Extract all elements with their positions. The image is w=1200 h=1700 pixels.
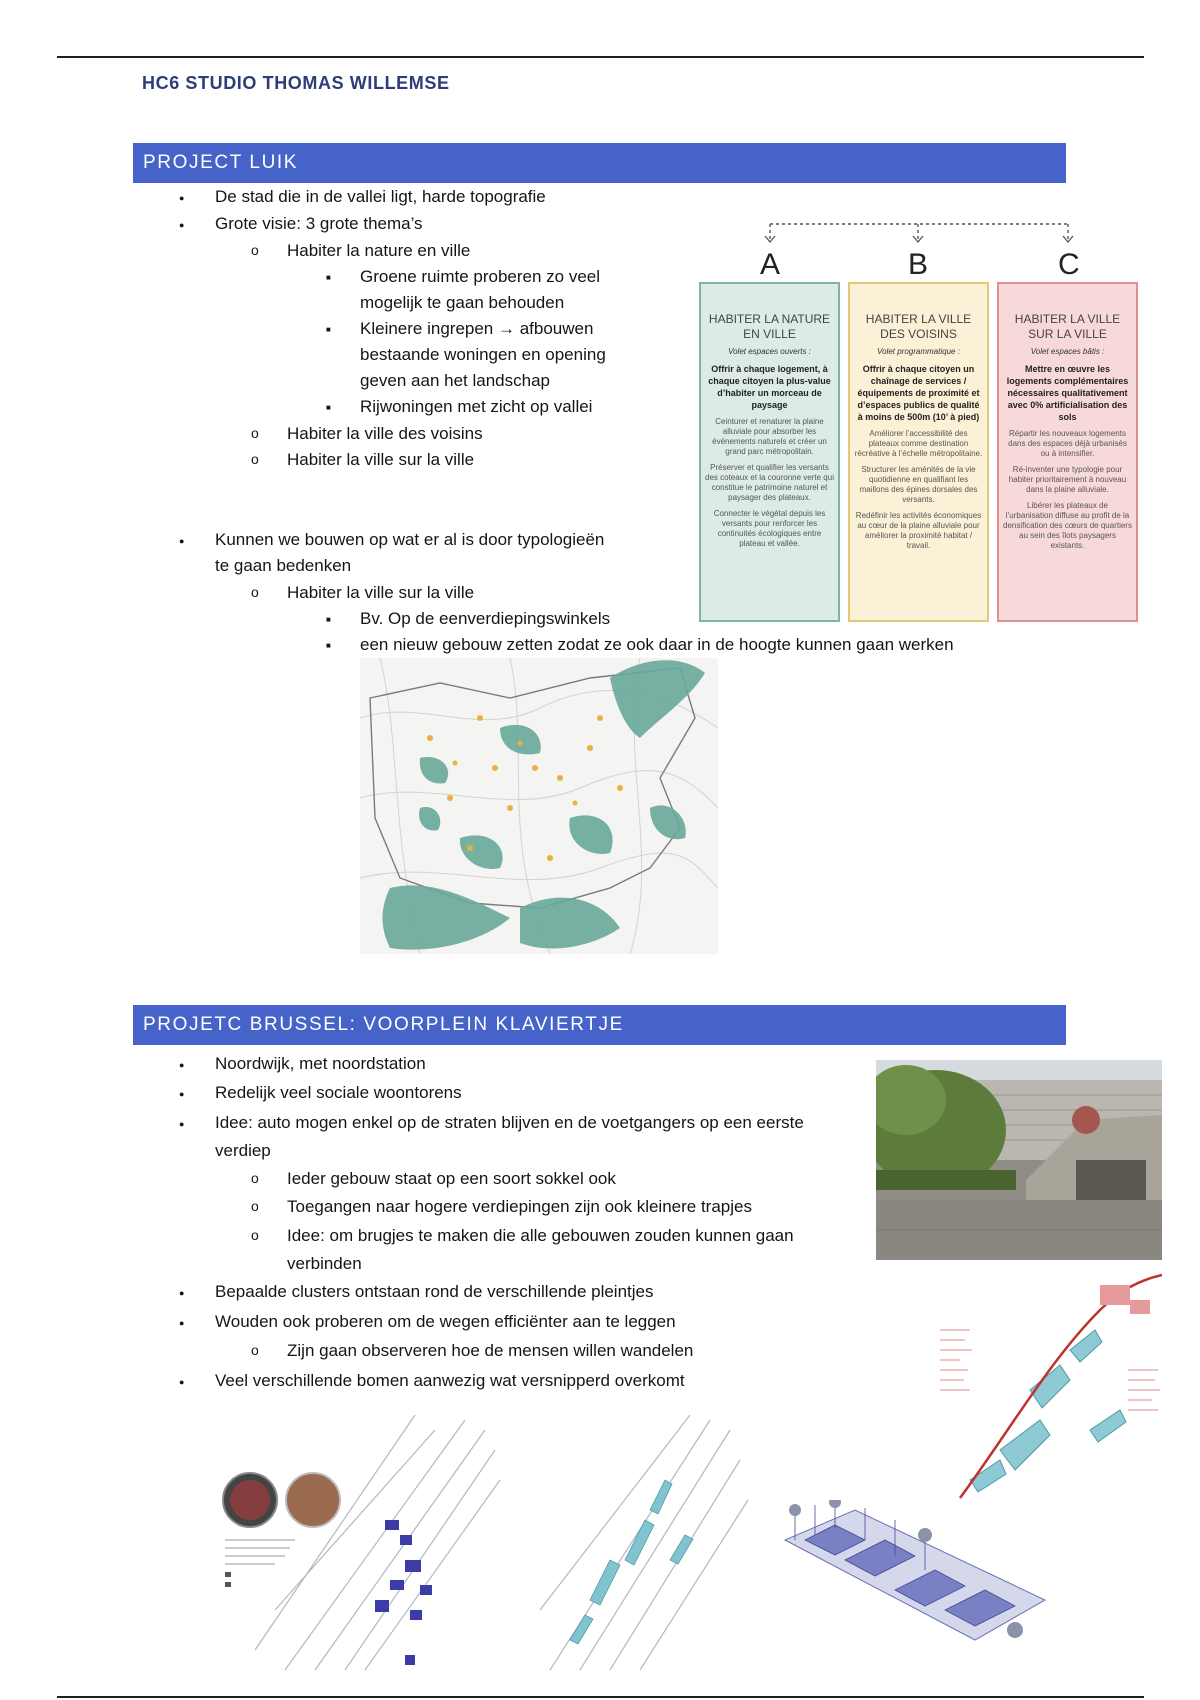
- theme-card-b: [848, 282, 989, 622]
- luik-subsub-4: ■ Bv. Op de eenverdiepingswinkels: [360, 608, 610, 630]
- luik-bullet-1: ● De stad die in de vallei ligt, harde topografie: [215, 186, 546, 208]
- theme-card-c: [997, 282, 1138, 622]
- luik-bullet-3: ● Kunnen we bouwen op wat er al is door typologieën: [215, 529, 604, 551]
- axonometric-model: [775, 1500, 1065, 1680]
- brussel-bullet-4: ● Bepaalde clusters ontstaan rond de verschillende pleintjes: [215, 1281, 654, 1303]
- cluster-plan-blue: [215, 1410, 505, 1675]
- card-b-statement: Offrir à chaque citoyen un chaînage de services / équipements de proximité et d’espaces publics de qualité à moins de 500m (10’ à pied): [857, 364, 980, 422]
- brussel-bullet-2: ● Redelijk veel sociale woontorens: [215, 1082, 462, 1104]
- brussel-sub-3-cont: verbinden: [287, 1254, 362, 1273]
- brussel-bullet-6: ● Veel verschillende bomen aanwezig wat versnipperd overkomt: [215, 1370, 685, 1392]
- card-b-title: HABITER LA VILLE DES VOISINS: [865, 312, 972, 341]
- card-a-point-2: Préserver et qualifier les versants des coteaux et la couronne verte qui constitue le patrimoine naturel et paysager des plateaux.: [705, 463, 834, 502]
- card-c-title: HABITER LA VILLE SUR LA VILLE: [1014, 312, 1121, 341]
- luik-subsub-2-cont2: geven aan het landschap: [360, 371, 550, 390]
- luik-sub-4: o Habiter la ville sur la ville: [287, 582, 474, 604]
- luik-subsub-3: ■ Rijwoningen met zicht op vallei: [360, 396, 592, 418]
- luik-subsub-2: ■ Kleinere ingrepen → afbouwen: [360, 318, 593, 340]
- card-b-point-2: Structurer les aménités de la vie quotidienne en qualifiant les maillons des épines dorsales des versants.: [859, 465, 978, 504]
- theme-letter-c: C: [1058, 248, 1080, 281]
- luik-green-space-map: [360, 658, 718, 954]
- diagram-connector-lines: [690, 200, 1150, 250]
- card-a-subtitle: Volet espaces ouverts :: [728, 347, 811, 356]
- card-c-subtitle: Volet espaces bâtis :: [1030, 347, 1105, 356]
- card-a-title: HABITER LA NATURE EN VILLE: [708, 312, 831, 341]
- theme-letter-a: A: [760, 248, 781, 281]
- brussel-bullet-3: ● Idee: auto mogen enkel op de straten blijven en de voetgangers op een eerste: [215, 1112, 804, 1134]
- brussel-bullet-5: ● Wouden ook proberen om de wegen efficiënter aan te leggen: [215, 1311, 676, 1333]
- brussel-sub-4: o Zijn gaan observeren hoe de mensen willen wandelen: [287, 1340, 693, 1362]
- card-c-point-1: Répartir les nouveaux logements dans des espaces déjà urbanisés ou à intensifier.: [1008, 429, 1127, 458]
- card-a-point-3: Connecter le végétal depuis les versants pour renforcer les continuités écologiques entre plateau et vallée.: [713, 509, 826, 548]
- document-header: HC6 STUDIO THOMAS WILLEMSE: [142, 73, 450, 93]
- section-title-brussel: PROJETC BRUSSEL: VOORPLEIN KLAVIERTJE: [133, 1005, 1066, 1045]
- brussel-bullet-1: ● Noordwijk, met noordstation: [215, 1053, 426, 1075]
- theme-letter-b: B: [908, 248, 929, 281]
- card-b-point-3: Redéfinir les activités économiques au cœur de la plaine alluviale pour améliorer la proximité habitat / travail.: [855, 511, 982, 550]
- brussel-sub-3: o Idee: om brugjes te maken die alle gebouwen zouden kunnen gaan: [287, 1225, 794, 1247]
- bottom-rule: [57, 1696, 1144, 1698]
- route-plan-drawing: [930, 1270, 1162, 1502]
- brussel-sub-1: o Ieder gebouw staat op een soort sokkel ook: [287, 1168, 616, 1190]
- card-b-point-1: Améliorer l’accessibilité des plateaux comme destination récréative à l’échelle métropolitaine.: [854, 429, 983, 458]
- luik-subsub-5: ■ een nieuw gebouw zetten zodat ze ook daar in de hoogte kunnen gaan werken: [360, 634, 954, 656]
- luik-sub-1: o Habiter la nature en ville: [287, 240, 470, 262]
- theme-card-a: [699, 282, 840, 622]
- card-c-point-2: Ré-inventer une typologie pour habiter prioritairement à nouveau dans la plaine alluviale.: [1008, 465, 1127, 494]
- card-c-point-3: Libérer les plateaux de l’urbanisation diffuse au profit de la densification des cœurs de quartiers au sein des îlots paysagers existants.: [1003, 501, 1132, 550]
- section-title-luik: PROJECT LUIK: [133, 143, 1066, 183]
- brussel-sub-2: o Toegangen naar hogere verdiepingen zijn ook kleinere trapjes: [287, 1196, 752, 1218]
- card-a-point-1: Ceinturer et renaturer la plaine alluviale pour absorber les événements naturels et créer un grand parc métropolitain.: [712, 417, 827, 456]
- card-b-subtitle: Volet programmatique :: [877, 347, 960, 356]
- card-a-statement: Offrir à chaque logement, à chaque citoyen la plus-value d’habiter un morceau de paysage: [708, 364, 831, 410]
- luik-subsub-2-cont: bestaande woningen en opening: [360, 345, 606, 364]
- luik-bullet-3-cont: te gaan bedenken: [215, 556, 352, 575]
- luik-bullet-2: ● Grote visie: 3 grote thema’s: [215, 213, 423, 235]
- luik-sub-2: o Habiter la ville des voisins: [287, 423, 483, 445]
- luik-subsub-1-cont: mogelijk te gaan behouden: [360, 293, 565, 312]
- luik-sub-3: o Habiter la ville sur la ville: [287, 449, 474, 471]
- top-rule: [57, 56, 1144, 58]
- brussel-bullet-3-cont: verdiep: [215, 1141, 271, 1160]
- card-c-statement: Mettre en œuvre les logements complémentaires nécessaires qualitativement avec 0% artificialisation des sols: [1006, 364, 1129, 422]
- plaza-photo: [876, 1060, 1162, 1260]
- walking-routes-plan: [530, 1410, 750, 1675]
- luik-subsub-1: ■ Groene ruimte proberen zo veel: [360, 266, 600, 288]
